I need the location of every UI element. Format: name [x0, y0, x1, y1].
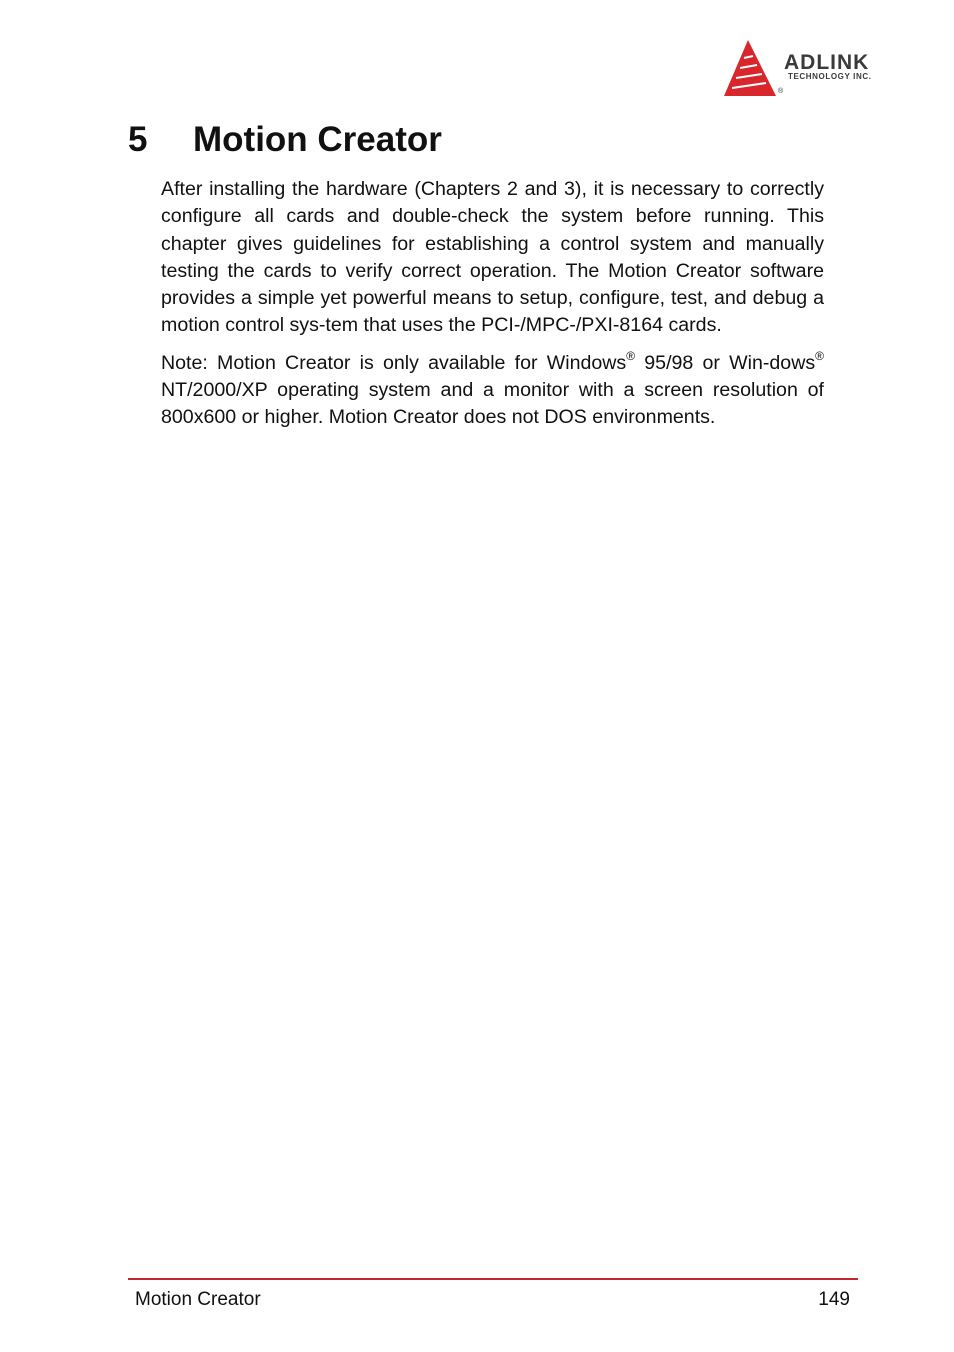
- chapter-title: Motion Creator: [193, 120, 442, 159]
- chapter-heading: [128, 120, 442, 160]
- registered-mark: ®: [815, 348, 824, 363]
- note-text-2: 95/98 or Win-dows: [635, 351, 816, 374]
- logo-wordmark: ADLINK: [784, 51, 870, 74]
- footer-section-title: Motion Creator: [135, 1289, 261, 1310]
- logo-registered-mark: ®: [778, 88, 784, 95]
- note-paragraph: [161, 350, 824, 432]
- intro-paragraph: After installing the hardware (Chapters 2 and 3), it is necessary to correctly configure all cards and double-check the system before running. This chapter gives guidelines for establishing a control system and manually testing the cards to verify correct operation. The Motion Creator software provides a simple yet powerful means to setup, configure, test, and debug a motion control sys-tem that uses the PCI-/MPC-/PXI-8164 cards.: [161, 178, 824, 337]
- adlink-triangle-logo-icon: [722, 38, 778, 98]
- chapter-number: 5: [128, 120, 148, 159]
- registered-mark: ®: [626, 348, 636, 363]
- adlink-logo: [722, 38, 912, 100]
- body-text: [161, 176, 824, 432]
- page-number: 149: [818, 1289, 850, 1310]
- note-text-3: NT/2000/XP operating system and a monitor with a screen resolution of 800x600 or higher. Motion Creator does not DOS environments.: [161, 379, 824, 429]
- logo-subtitle: TECHNOLOGY INC.: [788, 72, 872, 81]
- footer-rule: [128, 1278, 858, 1280]
- note-text-1: Note: Motion Creator is only available for Windows: [161, 351, 627, 374]
